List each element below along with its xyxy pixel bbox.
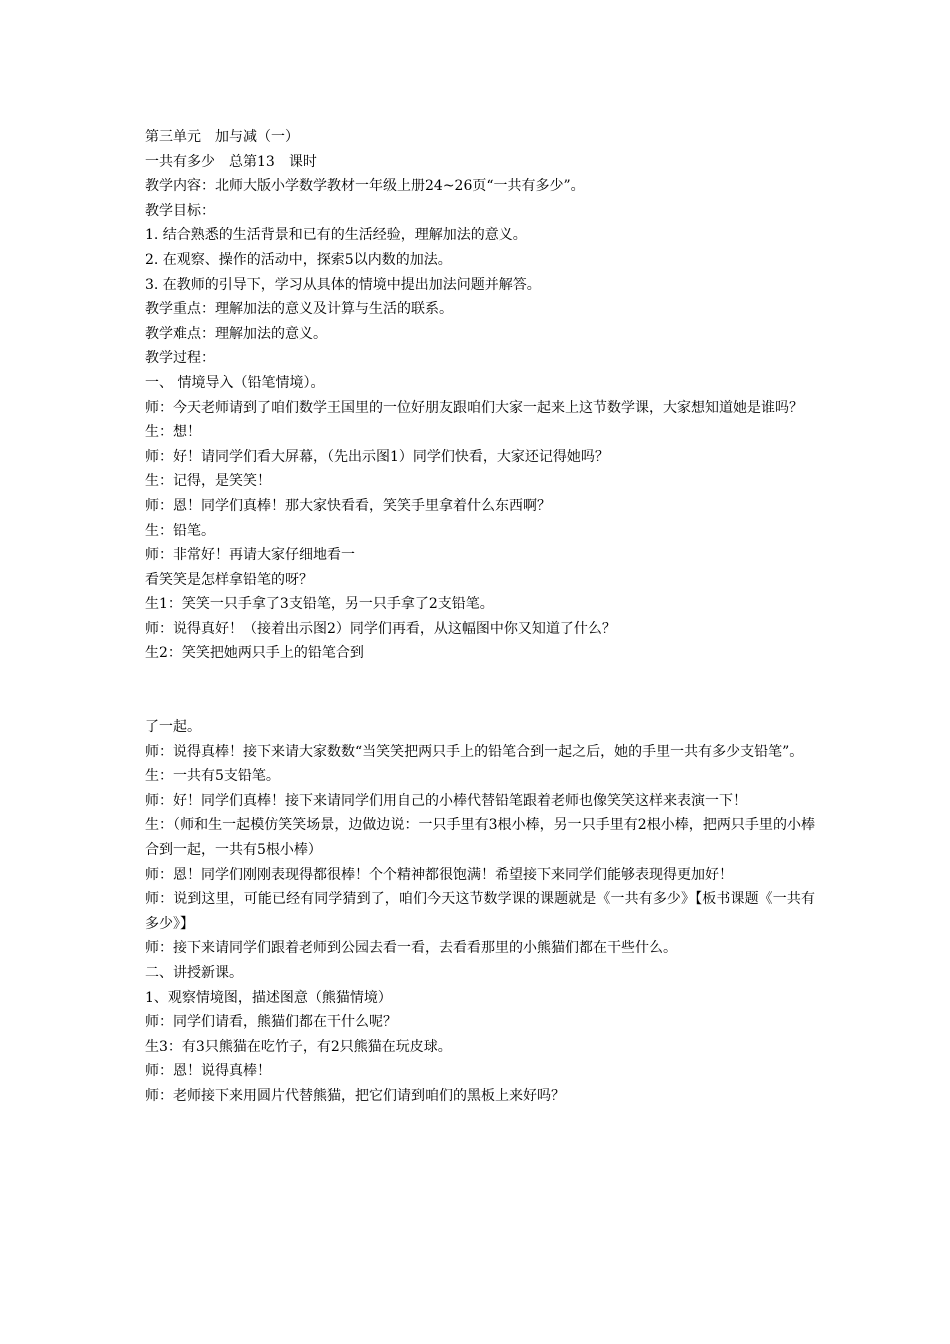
text-line: 师：恩！同学们真棒！那大家快看看，笑笑手里拿着什么东西啊？	[145, 497, 551, 514]
text-paragraph: 生：（师和生一起模仿笑笑场景，边做边说：一只手里有3根小棒，另一只手里有2根小棒，把两只手里的小棒合到一起，一共有5根小棒）	[145, 817, 815, 859]
unit-title: 第三单元 加与减（一）	[145, 129, 299, 145]
text-line: 生2：笑笑把她两只手上的铅笔合到	[145, 645, 364, 662]
text-line: 1、观察情境图，描述图意（熊猫情境）	[145, 989, 392, 1006]
section-heading: 一、 情境导入（铅笔情境）。	[145, 374, 325, 391]
text-paragraph: 师：说得真棒！接下来请大家数数“当笑笑把两只手上的铅笔合到一起之后，她的手里一共有多少支铅笔”。	[145, 743, 804, 760]
text-line: 师：非常好！再请大家仔细地看一	[145, 547, 355, 564]
blank-gap	[145, 666, 815, 715]
text-line: 师：接下来请同学们跟着老师到公园去看一看，去看看那里的小熊猫们都在干些什么。	[145, 940, 677, 957]
text-line: 教学目标：	[145, 202, 215, 219]
text-line: 了一起。	[145, 719, 201, 736]
section-heading: 二、讲授新课。	[145, 965, 243, 981]
text-line: 生：记得，是笑笑！	[145, 473, 271, 490]
text-line: 3. 在教师的引导下，学习从具体的情境中提出加法问题并解答。	[145, 276, 541, 293]
text-line: 师：老师接下来用圆片代替熊猫，把它们请到咱们的黑板上来好吗？	[145, 1087, 565, 1104]
text-line: 教学内容：北师大版小学数学教材一年级上册24~26页“一共有多少”。	[145, 178, 585, 195]
text-line: 师：恩！说得真棒！	[145, 1063, 271, 1080]
document-page	[145, 125, 815, 1109]
text-line: 生：想！	[145, 424, 201, 441]
text-line: 2. 在观察、操作的活动中，探索5以内数的加法。	[145, 251, 452, 268]
text-line: 教学难点：理解加法的意义。	[145, 325, 327, 342]
text-paragraph: 师：今天老师请到了咱们数学王国里的一位好朋友跟咱们大家一起来上这节数学课，大家想知道她是谁吗？	[145, 399, 803, 416]
text-line: 师：好！请同学们看大屏幕，（先出示图1）同学们快看，大家还记得她吗？	[145, 448, 609, 465]
text-paragraph: 师：好！同学们真棒！接下来请同学们用自己的小棒代替铅笔跟着老师也像笑笑这样来表演一下！	[145, 792, 747, 809]
lesson-title: 一共有多少 总第13 课时	[145, 153, 317, 170]
text-line: 师：说得真好！（接着出示图2）同学们再看，从这幅图中你又知道了什么？	[145, 620, 616, 637]
text-paragraph: 师：说到这里，可能已经有同学猜到了，咱们今天这节数学课的课题就是《一共有多少》【板书课题《一共有多少》】	[145, 891, 815, 932]
text-line: 生：一共有5支铅笔。	[145, 768, 280, 785]
text-line: 师：同学们请看，熊猫们都在干什么呢？	[145, 1014, 397, 1031]
text-line: 教学重点：理解加法的意义及计算与生活的联系。	[145, 301, 453, 318]
text-line: 看笑笑是怎样拿铅笔的呀？	[145, 571, 313, 588]
text-paragraph: 师：恩！同学们刚刚表现得都很棒！个个精神都很饱满！希望接下来同学们能够表现得更加好！	[145, 866, 733, 883]
text-line: 1. 结合熟悉的生活背景和已有的生活经验，理解加法的意义。	[145, 227, 527, 244]
text-line: 教学过程：	[145, 350, 215, 367]
text-line: 生1：笑笑一只手拿了3支铅笔，另一只手拿了2支铅笔。	[145, 596, 494, 613]
text-line: 生3：有3只熊猫在吃竹子，有2只熊猫在玩皮球。	[145, 1038, 452, 1055]
text-line: 生：铅笔。	[145, 522, 215, 539]
